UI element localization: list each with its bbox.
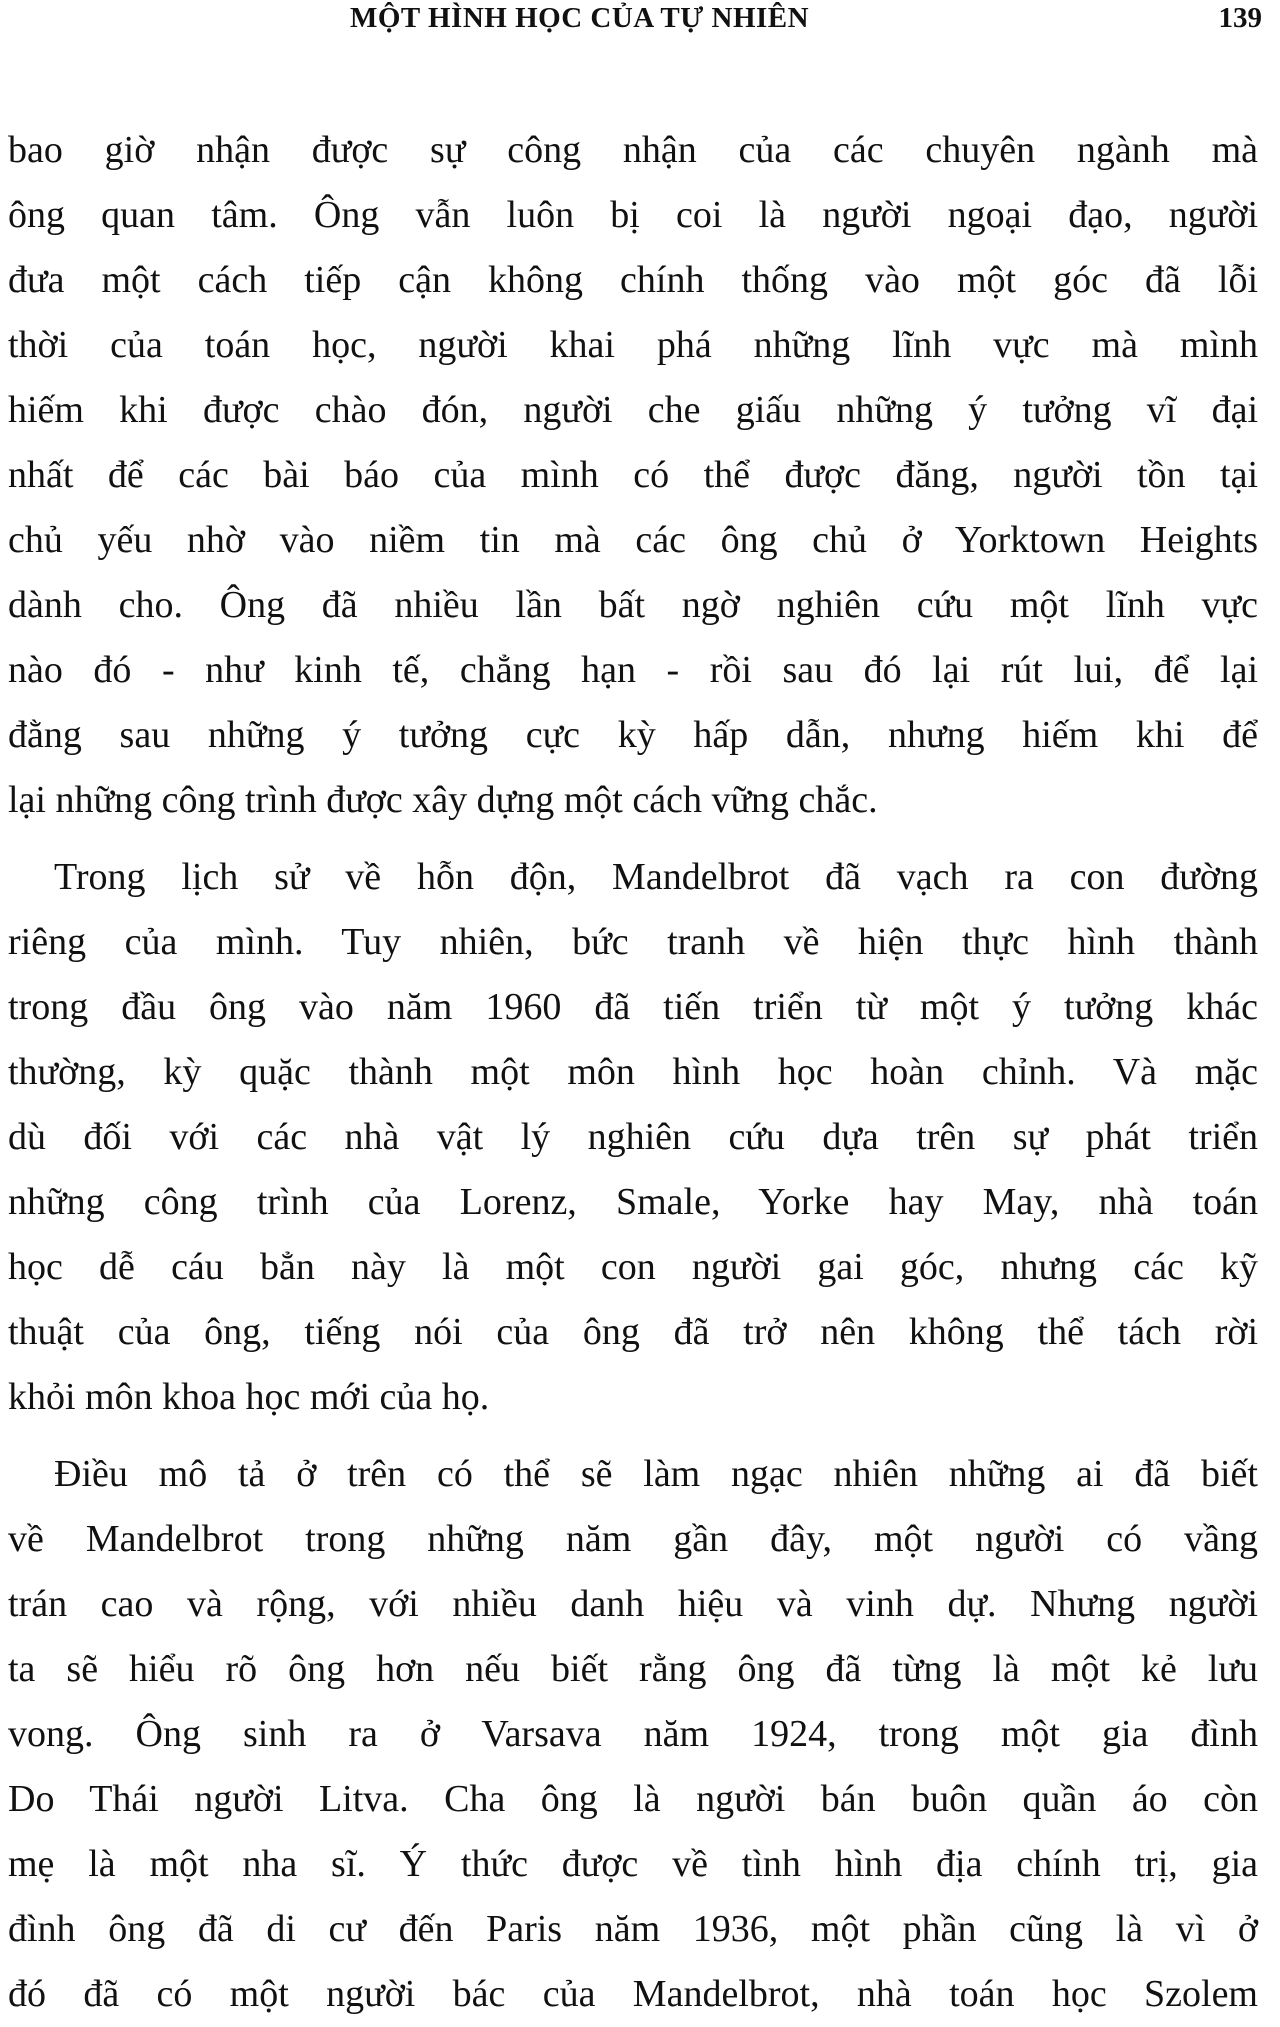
paragraph-3 bbox=[8, 1442, 1258, 2027]
running-header bbox=[0, 2, 1280, 42]
text-line: riêng của mình. Tuy nhiên, bức tranh về hiện thực hình thành bbox=[8, 921, 1258, 963]
text-line: ông quan tâm. Ông vẫn luôn bị coi là người ngoại đạo, người bbox=[8, 194, 1258, 236]
text-line: thuật của ông, tiếng nói của ông đã trở nên không thể tách rời bbox=[8, 1311, 1258, 1353]
text-line: lại những công trình được xây dựng một cách vững chắc. bbox=[8, 779, 878, 821]
text-line: những công trình của Lorenz, Smale, Yorke hay May, nhà toán bbox=[8, 1181, 1258, 1223]
text-line: dù đối với các nhà vật lý nghiên cứu dựa trên sự phát triển bbox=[8, 1116, 1258, 1158]
text-line: khỏi môn khoa học mới của họ. bbox=[8, 1376, 490, 1418]
text-line: dành cho. Ông đã nhiều lần bất ngờ nghiên cứu một lĩnh vực bbox=[8, 584, 1258, 626]
text-line: học dễ cáu bẳn này là một con người gai góc, nhưng các kỹ bbox=[8, 1246, 1258, 1288]
text-line: bao giờ nhận được sự công nhận của các chuyên ngành mà bbox=[8, 129, 1258, 171]
text-line: đằng sau những ý tưởng cực kỳ hấp dẫn, nhưng hiếm khi để bbox=[8, 714, 1258, 756]
page-number: 139 bbox=[1218, 2, 1262, 34]
text-line: thường, kỳ quặc thành một môn hình học hoàn chỉnh. Và mặc bbox=[8, 1051, 1258, 1093]
text-line: Do Thái người Litva. Cha ông là người bán buôn quần áo còn bbox=[8, 1778, 1258, 1820]
text-line: Trong lịch sử về hỗn độn, Mandelbrot đã vạch ra con đường bbox=[54, 856, 1258, 898]
paragraph-gap bbox=[8, 833, 1258, 845]
text-line: đình ông đã di cư đến Paris năm 1936, một phần cũng là vì ở bbox=[8, 1908, 1258, 1950]
text-line: ta sẽ hiểu rõ ông hơn nếu biết rằng ông đã từng là một kẻ lưu bbox=[8, 1648, 1258, 1690]
text-line: đưa một cách tiếp cận không chính thống vào một góc đã lỗi bbox=[8, 259, 1258, 301]
text-line: đó đã có một người bác của Mandelbrot, nhà toán học Szolem bbox=[8, 1973, 1258, 2015]
text-line: nhất để các bài báo của mình có thể được đăng, người tồn tại bbox=[8, 454, 1258, 496]
text-line: vong. Ông sinh ra ở Varsava năm 1924, trong một gia đình bbox=[8, 1713, 1258, 1755]
running-title: MỘT HÌNH HỌC CỦA TỰ NHIÊN bbox=[350, 2, 810, 34]
paragraph-gap bbox=[8, 1430, 1258, 1442]
text-line: trán cao và rộng, với nhiều danh hiệu và vinh dự. Nhưng người bbox=[8, 1583, 1258, 1625]
text-line: thời của toán học, người khai phá những lĩnh vực mà mình bbox=[8, 324, 1258, 366]
text-line: Điều mô tả ở trên có thể sẽ làm ngạc nhiên những ai đã biết bbox=[54, 1453, 1258, 1495]
paragraph-2 bbox=[8, 845, 1258, 1430]
text-line: nào đó - như kinh tế, chẳng hạn - rồi sau đó lại rút lui, để lại bbox=[8, 649, 1258, 691]
body-text bbox=[8, 118, 1258, 2027]
text-line: mẹ là một nha sĩ. Ý thức được về tình hình địa chính trị, gia bbox=[8, 1843, 1258, 1885]
text-line: về Mandelbrot trong những năm gần đây, một người có vầng bbox=[8, 1518, 1258, 1560]
paragraph-1 bbox=[8, 118, 1258, 833]
text-line: chủ yếu nhờ vào niềm tin mà các ông chủ ở Yorktown Heights bbox=[8, 519, 1258, 561]
text-line: trong đầu ông vào năm 1960 đã tiến triển từ một ý tưởng khác bbox=[8, 986, 1258, 1028]
text-line: hiếm khi được chào đón, người che giấu những ý tưởng vĩ đại bbox=[8, 389, 1258, 431]
